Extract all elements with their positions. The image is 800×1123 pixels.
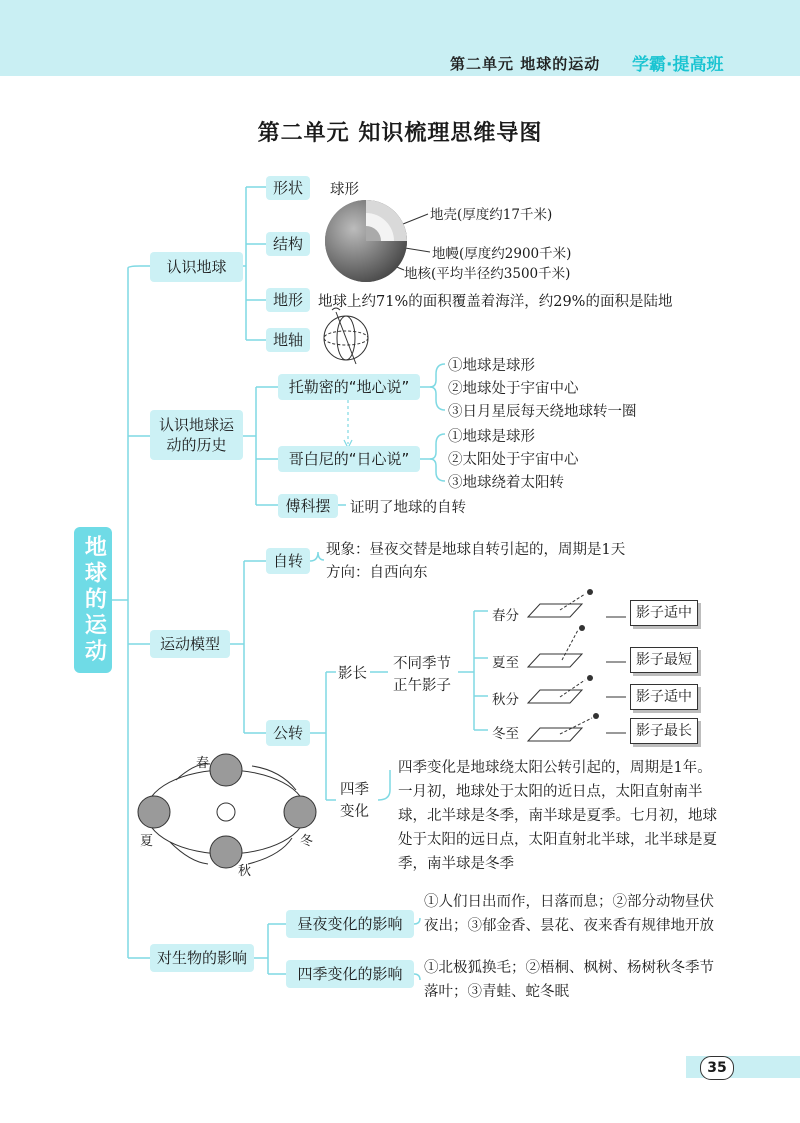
history-label-line1: 认识地球运 <box>158 415 234 434</box>
core-label: 地核(平均半径约3500千米) <box>404 266 571 282</box>
copernicus-item-3: ③地球绕着太阳转 <box>448 475 564 491</box>
history-label-line2: 动的历史 <box>166 436 227 454</box>
orbit-label-winter: 冬 <box>300 834 314 849</box>
page-number: 35 <box>700 1056 734 1080</box>
shadow-desc-line1: 不同季节 <box>393 656 451 672</box>
orbit-diagram <box>138 754 316 868</box>
node-copernicus: 哥白尼的“日心说” <box>278 446 420 472</box>
day-night-text: ①人们日出而作，日落而息；②部分动物昼伏夜出；③郁金香、昙花、夜来香有规律地开放 <box>424 894 714 934</box>
orbit-label-autumn: 秋 <box>238 864 252 879</box>
season-autumn-label: 秋分 <box>492 692 519 708</box>
season-winter-label: 冬至 <box>492 726 519 742</box>
season-change-line1: 四季 <box>340 782 369 798</box>
terrain-value: 地球上约71%的面积覆盖着海洋，约29%的面积是陆地 <box>318 294 673 310</box>
shadow-length-label: 影长 <box>338 666 367 682</box>
season-change-line2: 变化 <box>340 804 369 820</box>
node-rotation: 自转 <box>266 548 310 574</box>
shape-value: 球形 <box>330 182 359 198</box>
ptolemy-item-2: ②地球处于宇宙中心 <box>448 381 579 397</box>
node-motion-model: 运动模型 <box>150 630 230 658</box>
node-shape: 形状 <box>266 176 310 200</box>
ptolemy-item-1: ①地球是球形 <box>448 358 535 374</box>
season-impact-text: ①北极狐换毛；②梧桐、枫树、杨树秋冬季节落叶；③青蛙、蛇冬眠 <box>424 960 714 1000</box>
page-title: 第二单元 知识梳理思维导图 <box>257 121 543 146</box>
crust-label: 地壳(厚度约17千米) <box>430 207 553 223</box>
root-label: 地球的运动 <box>81 535 107 665</box>
node-history <box>150 410 243 460</box>
unit-heading: 第二单元 地球的运动 <box>450 55 601 73</box>
ptolemy-item-3: ③日月星辰每天绕地球转一圈 <box>448 404 637 420</box>
node-biology: 对生物的影响 <box>150 944 254 972</box>
season-summer-label: 夏至 <box>492 655 519 671</box>
copernicus-item-1: ①地球是球形 <box>448 429 535 445</box>
node-axis: 地轴 <box>266 328 310 352</box>
season-spring-result: 影子适中 <box>630 600 698 626</box>
node-structure: 结构 <box>266 232 310 256</box>
brand-logo-text: 学霸·提高班 <box>632 55 724 75</box>
rotation-phenomenon: 现象：昼夜交替是地球自转引起的，周期是1天 <box>326 542 626 558</box>
season-spring-label: 春分 <box>492 608 519 624</box>
node-foucault: 傅科摆 <box>278 494 338 518</box>
rotation-direction: 方向：自西向东 <box>326 565 428 581</box>
earth-structure-illustration <box>325 200 407 282</box>
node-revolution: 公转 <box>266 720 310 746</box>
season-autumn-result: 影子适中 <box>630 684 698 710</box>
node-terrain: 地形 <box>266 288 310 312</box>
node-know-earth: 认识地球 <box>150 252 243 282</box>
shadow-diagrams <box>528 594 626 741</box>
node-day-night: 昼夜变化的影响 <box>286 910 414 938</box>
season-summer-result: 影子最短 <box>630 647 698 673</box>
node-season-impact: 四季变化的影响 <box>286 960 414 988</box>
copernicus-item-2: ②太阳处于宇宙中心 <box>448 452 579 468</box>
orbit-label-summer: 夏 <box>140 834 154 849</box>
season-winter-result: 影子最长 <box>630 718 698 744</box>
mantle-label: 地幔(厚度约2900千米) <box>432 246 572 262</box>
node-ptolemy: 托勒密的“地心说” <box>278 374 420 400</box>
root-node <box>74 527 112 673</box>
shadow-desc-line2: 正午影子 <box>393 678 451 694</box>
orbit-label-spring: 春 <box>196 756 210 771</box>
earth-axis-globe <box>324 308 368 364</box>
foucault-value: 证明了地球的自转 <box>350 500 466 516</box>
season-change-text: 四季变化是地球绕太阳公转引起的，周期是1年。一月初，地球处于太阳的近日点，太阳直射南半球，北半球是冬季，南半球是夏季。七月初，地球处于太阳的远日点，太阳直射北半球，北半球是夏季，南半球是冬季 <box>398 760 717 872</box>
